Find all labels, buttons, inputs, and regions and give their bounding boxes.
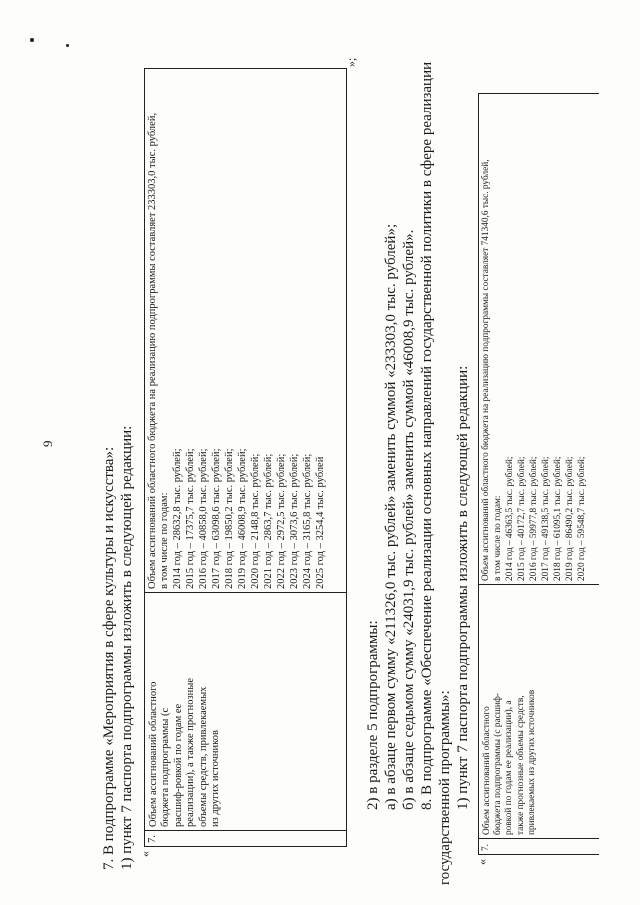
table1-year: 2015 год – 17375,7 тыс. рублей; [185,448,196,589]
table2-year: 2017 год – 49138,5 тыс. рублей; [541,456,551,581]
table1-label: Объем ассигнований областного бюджета подпрограммы (с расшиф-ровкой по годам ее реализации), а также прогнозные объемы средств, привлекаемых из других источников [148,677,222,827]
item7-sub1: 1) пункт 7 паспорта подпрограммы изложить в следующей редакции: [119,425,135,870]
table1-year: 2022 год – 2972,5 тыс. рублей; [276,453,287,589]
table2-header: Объем ассигнований областного бюджета на реализацию подпрограммы составляет 741340,6 тыс. рублей, [481,159,491,581]
table1-header: Объем ассигнований областного бюджета на реализацию подпрограммы составляет 233303,0 тыс. рублей, [147,112,158,589]
item8-sub1: 1) пункт 7 паспорта подпрограммы изложить в следующей редакции: [455,365,471,810]
table1-year: 2021 год – 2863,7 тыс. рублей; [263,453,274,589]
table2-year: 2019 год – 86490,2 тыс. рублей; [565,456,575,581]
table2-row-number: 7. [481,844,491,851]
table1-year: 2023 год – 3073,6 тыс. рублей; [289,453,300,589]
table1-year: 2025 год – 3254,4 тыс. рублей [315,456,326,589]
item8-heading-line2: государственной программы»: [437,690,453,885]
table1-including: в том числе по годам: [159,492,170,589]
page-number: 9 [40,440,55,447]
table1-year: 2017 год – 63098,6 тыс. рублей; [211,448,222,589]
passport-table-2 [478,93,599,855]
table1-open-quote: « [138,851,152,857]
passport-table-1 [144,68,347,847]
table1-close-quote: »; [344,57,358,67]
item7-sub2a: а) в абзаце первом сумму «211326,0 тыс. рублей» заменить суммой «233303,0 тыс. рублей»; [383,223,399,810]
item7-sub2b: б) в абзаце седьмом сумму «24031,9 тыс. рублей» заменить суммой «46008,9 тыс. рублей». [401,229,417,810]
table2-open-quote: « [475,859,489,865]
table2-year: 2018 год – 61095,1 тыс. рублей; [553,456,563,581]
table1-year: 2014 год – 28632,8 тыс. рублей; [172,448,183,589]
table2-year: 2014 год – 46363,5 тыс. рублей; [505,456,515,581]
table2-including: в том числе по годам: [493,495,503,581]
table2-year: 2020 год – 59548,7 тыс. рублей; [577,456,587,581]
item8-heading-line1: 8. В подпрограмме «Обеспечение реализации основных направлений государственной политики в сфере реализации [419,61,435,810]
table1-year: 2018 год – 19850,2 тыс. рублей; [224,448,235,589]
table2-label: Объем ассигнований областного бюджета подпрограммы (с расшиф-ровкой по годам ее реализации), а также прогнозные объемы средств, привлекаемых из других источников [482,689,537,835]
table2-year: 2016 год – 59977,8 тыс. рублей; [529,456,539,581]
table1-row-number: 7. [147,835,158,843]
table1-year: 2020 год – 2148,8 тыс. рублей; [250,453,261,589]
item7-heading: 7. В подпрограмме «Мероприятия в сфере культуры и искусства»: [101,446,117,870]
table2-year: 2015 год – 40172,7 тыс. рублей; [517,456,527,581]
table1-year: 2016 год – 40858,0 тыс. рублей; [198,448,209,589]
table1-year: 2019 год – 46008,9 тыс. рублей; [237,448,248,589]
table1-year: 2024 год – 3165,8 тыс. рублей; [302,453,313,589]
item7-sub2: 2) в разделе 5 подпрограммы: [365,620,381,810]
